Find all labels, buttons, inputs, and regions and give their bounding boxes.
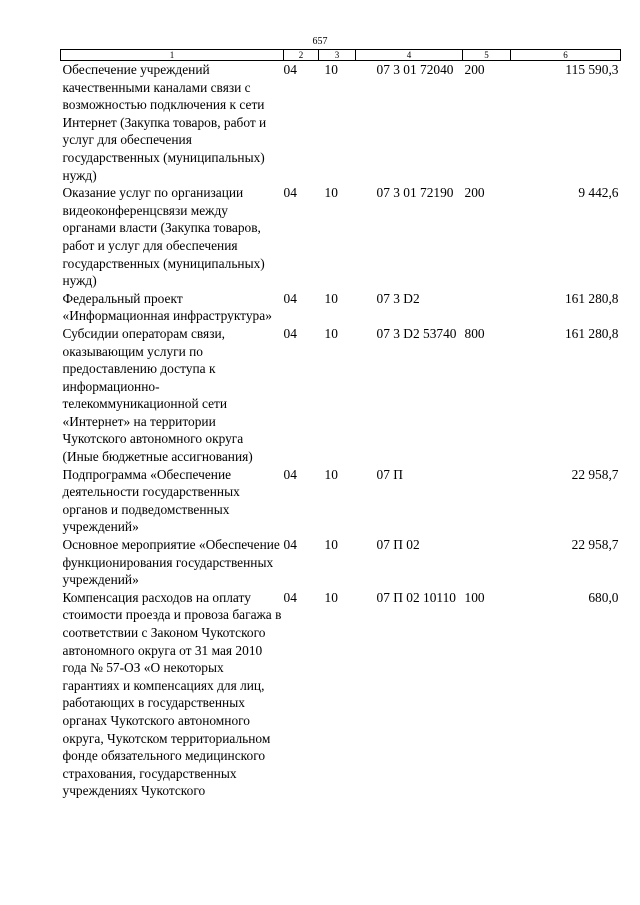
table-row (61, 290, 621, 325)
row-subsection: 10 (324, 589, 338, 605)
row-expense-type (463, 466, 511, 536)
page-number: 657 (312, 36, 328, 47)
row-target-article: 07 П 02 (376, 537, 420, 553)
row-expense-type (463, 536, 511, 589)
table-row (61, 466, 621, 536)
row-amount: 22 958,7 (571, 537, 619, 553)
row-description: Основное мероприятие «Обеспечение функционирования государственных учреждений» (62, 537, 280, 588)
row-description: Подпрограмма «Обеспечение деятельности государственных органов и подведомственных учреждений» (62, 466, 240, 535)
row-section: 04 (283, 62, 297, 77)
row-target-article: 07 П (376, 466, 403, 482)
table-row (61, 589, 621, 800)
header-col-1: 1 (61, 50, 284, 61)
row-amount: 115 590,3 (565, 62, 619, 77)
table-body (61, 61, 621, 800)
row-amount: 161 280,8 (564, 290, 619, 306)
table-row (61, 61, 621, 185)
row-section: 04 (283, 589, 297, 605)
row-target-article: 07 3 01 72040 (376, 62, 454, 77)
row-amount: 9 442,6 (578, 185, 619, 201)
table-header (61, 50, 621, 61)
row-expense-type: 200 (464, 62, 485, 77)
row-subsection: 10 (324, 290, 338, 306)
row-subsection: 10 (324, 466, 338, 482)
row-expense-type (463, 290, 511, 325)
row-expense-type: 800 (464, 325, 485, 341)
row-amount: 161 280,8 (564, 325, 619, 341)
row-description: Оказание услуг по организации видеоконференцсвязи между органами власти (Закупка товаров, работ и услуг для обеспечения государственных (муниципальных) нужд) (62, 185, 265, 289)
row-subsection: 10 (324, 325, 338, 341)
row-expense-type: 100 (464, 589, 485, 605)
row-subsection: 10 (324, 537, 338, 553)
table-row (61, 184, 621, 290)
row-subsection: 10 (324, 62, 338, 77)
row-subsection: 10 (324, 185, 338, 201)
row-description: Обеспечение учреждений качественными каналами связи с возможностью подключения к сети Интернет (Закупка товаров, работ и услуг для обеспечения государственных (муниципальных) нужд) (62, 62, 267, 183)
table-row (61, 536, 621, 589)
row-description: Федеральный проект «Информационная инфраструктура» (62, 290, 272, 324)
row-amount: 680,0 (588, 589, 619, 605)
header-col-5: 5 (463, 50, 511, 61)
row-target-article: 07 3 01 72190 (376, 185, 454, 201)
header-col-6: 6 (511, 50, 621, 61)
row-section: 04 (283, 537, 297, 553)
row-target-article: 07 П 02 10110 (376, 589, 456, 605)
row-description: Субсидии операторам связи, оказывающим услуги по предоставлению доступа к информационно-телекоммуникационной сети «Интернет» на территории Чукотского автономного округа (Иные бюджетные ассигнования) (62, 325, 253, 465)
row-target-article: 07 3 D2 53740 (376, 325, 457, 341)
row-expense-type: 200 (464, 185, 485, 201)
header-row (61, 50, 621, 61)
header-col-3: 3 (319, 50, 356, 61)
row-section: 04 (283, 466, 297, 482)
row-section: 04 (283, 325, 297, 341)
row-amount: 22 958,7 (571, 466, 619, 482)
header-col-4: 4 (356, 50, 463, 61)
header-col-2: 2 (284, 50, 319, 61)
budget-table (60, 49, 621, 800)
row-section: 04 (283, 185, 297, 201)
row-section: 04 (283, 290, 297, 306)
row-target-article: 07 3 D2 (376, 290, 420, 306)
row-description: Компенсация расходов на оплату стоимости проезда и провоза багажа в соответствии с Законом Чукотского автономного округа от 31 мая 2010 года № 57-ОЗ «О некоторых гарантиях и компенсациях для лиц, работающих в государственных органах Чукотского автономного округа, Чукотском территориальном фонде обязательного медицинского страхования, государственных учреждениях Чукотского (62, 589, 282, 799)
table-row (61, 325, 621, 466)
